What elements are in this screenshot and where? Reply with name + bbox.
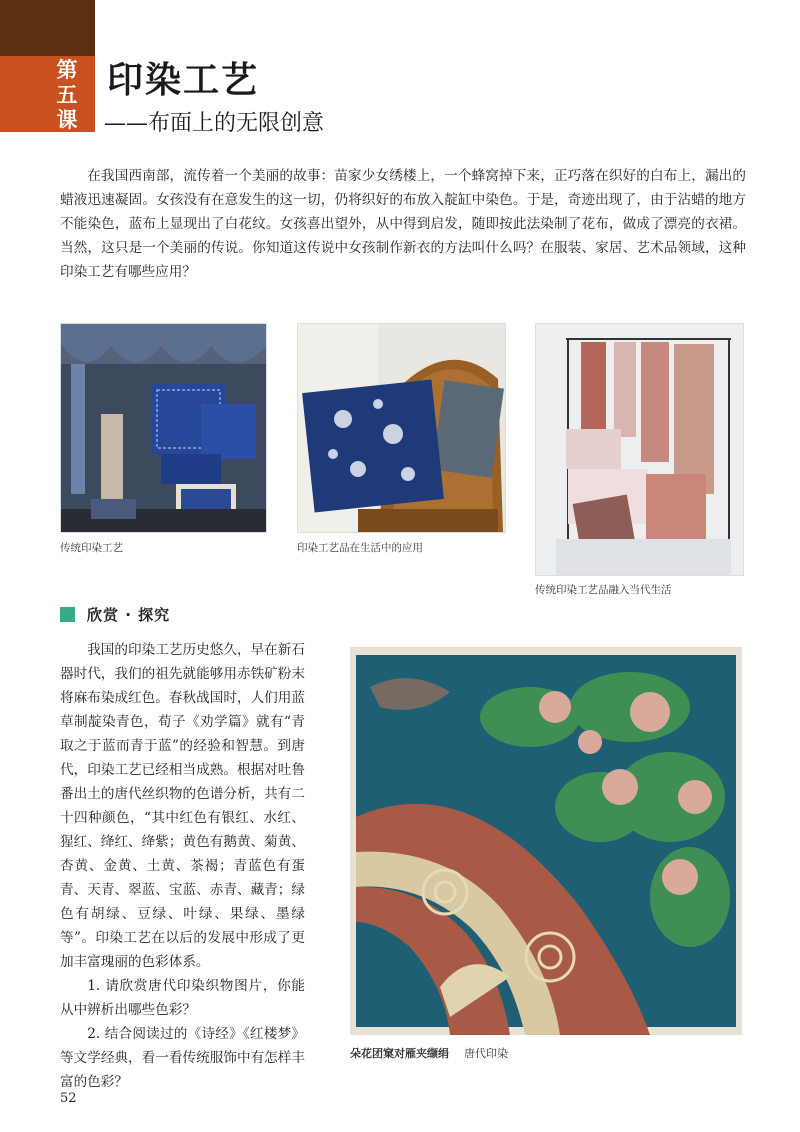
lesson-tab — [0, 0, 95, 132]
lesson-number-label: 第五课 — [56, 58, 78, 132]
question-1: 1. 请欣赏唐代印染织物图片，你能从中辨析出哪些色彩？ — [60, 978, 305, 1018]
intro-paragraph: 在我国西南部，流传着一个美丽的故事：苗家少女绣楼上，一个蜂窝掉下来，正巧落在织好的白布上，漏出的蜡液迅速凝固。女孩没有在意发生的这一切，仍将织好的布放入靛缸中染色。于是，奇迹出现了，由于沾蜡的地方不能染色，蓝布上显现出了白花纹。女孩喜出望外，从中得到启发，随即按此法染制了花布，做成了漂亮的衣裙。当然，这只是一个美丽的传说。你知道这传说中女孩制作新衣的方法叫什么吗？在服装、家居、艺术品领域，这种印染工艺有哪些应用？ — [60, 168, 746, 280]
caption-photo-2: 印染工艺品在生活中的应用 — [297, 542, 423, 554]
artwork-tang-textile-art — [350, 647, 742, 1035]
tab-top-band — [0, 0, 95, 56]
artwork-caption — [350, 1045, 508, 1061]
photo-contemporary-display — [535, 323, 744, 576]
artwork-tang-textile — [350, 647, 742, 1035]
section-paragraph: 我国的印染工艺历史悠久，早在新石器时代，我们的祖先就能够用赤铁矿粉末将麻布染成红色。春秋战国时，人们用蓝草制靛染青色，荀子《劝学篇》就有“青取之于蓝而青于蓝”的经验和智慧。到唐代，印染工艺已经相当成熟。根据对吐鲁番出土的唐代丝织物的色谱分析，共有二十四种颜色，“其中红色有银红、水红、猩红、绛红、绛紫；黄色有鹅黄、菊黄、杏黄、金黄、土黄、茶褐；青蓝色有蛋青、天青、翠蓝、宝蓝、赤青、藏青；绿色有胡绿、豆绿、叶绿、果绿、墨绿等”。印染工艺在以后的发展中形成了更加丰富瑰丽的色彩体系。 — [60, 642, 305, 970]
photo-contemporary-display-art — [536, 324, 743, 575]
caption-photo-3: 传统印染工艺品融入当代生活 — [535, 584, 672, 596]
section-heading-label: 欣赏 · 探究 — [87, 605, 171, 624]
artwork-caption-title: 朵花团窠对雁夹缬绢 — [350, 1047, 449, 1060]
photo-traditional-dyeing-art — [61, 324, 266, 532]
page-subtitle: ——布面上的无限创意 — [104, 111, 325, 136]
question-2: 2. 结合阅读过的《诗经》《红楼梦》等文学经典，看一看传统服饰中有怎样丰富的色彩？ — [60, 1026, 305, 1090]
artwork-caption-era: 唐代印染 — [464, 1047, 508, 1060]
photo-traditional-dyeing — [60, 323, 267, 533]
photo-pillow-chair-art — [298, 324, 505, 532]
page-number: 52 — [60, 1091, 77, 1106]
section-square-icon — [60, 607, 75, 622]
caption-photo-1: 传统印染工艺 — [60, 542, 123, 554]
page-title: 印染工艺 — [107, 59, 260, 101]
photo-pillow-chair — [297, 323, 506, 533]
section-body — [60, 638, 305, 1094]
section-heading — [60, 604, 170, 624]
